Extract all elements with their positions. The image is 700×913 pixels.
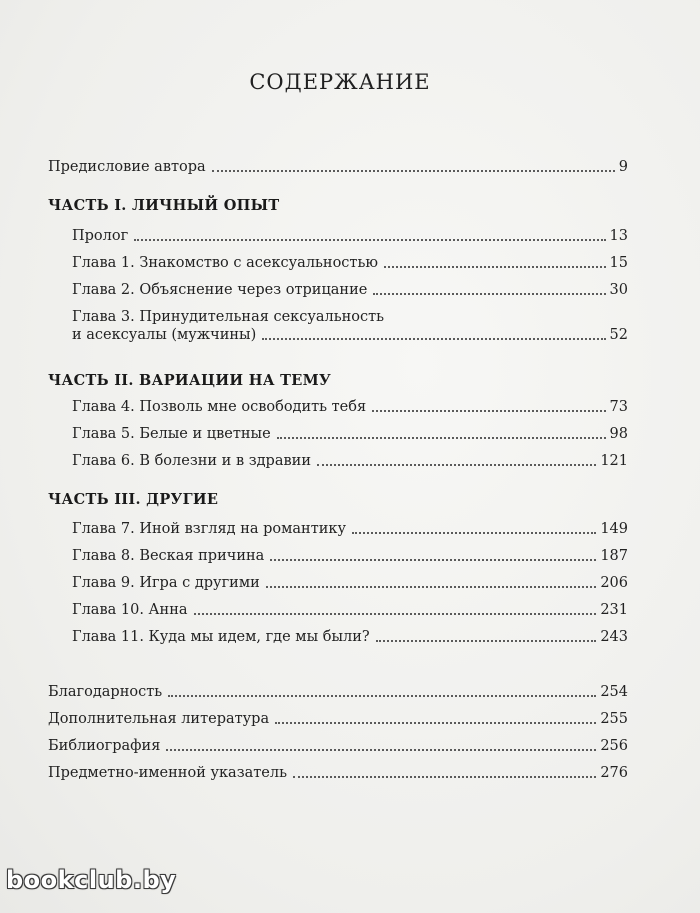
dot-leader xyxy=(166,748,596,751)
toc-entry-preface xyxy=(48,158,628,176)
toc-entry-chapter-3 xyxy=(72,308,628,344)
toc-entry-index xyxy=(48,764,628,782)
dot-leader xyxy=(194,612,597,615)
toc-label-continued: и асексуалы (мужчины) xyxy=(72,327,257,343)
toc-page-number: 256 xyxy=(600,738,628,754)
toc-entry-chapter-3-continuation xyxy=(72,326,628,344)
dot-leader xyxy=(262,337,605,340)
toc-page-number: 276 xyxy=(600,765,628,781)
toc-page-number: 255 xyxy=(600,711,628,727)
toc-label: Глава 6. В болезни и в здравии xyxy=(72,453,311,469)
toc-entry-chapter-11 xyxy=(72,628,628,646)
toc-page-number: 206 xyxy=(600,575,628,591)
toc-entry-chapter-5 xyxy=(72,425,628,443)
toc-label: Глава 1. Знакомство с асексуальностью xyxy=(72,255,378,271)
toc-entry-chapter-9 xyxy=(72,574,628,592)
dot-leader xyxy=(266,585,597,588)
toc-label: Глава 11. Куда мы идем, где мы были? xyxy=(72,629,370,645)
toc-label: Глава 2. Объяснение через отрицание xyxy=(72,282,368,298)
toc-page-number: 15 xyxy=(609,255,628,271)
page-title: СОДЕРЖАНИЕ xyxy=(249,70,431,94)
toc-label: Глава 10. Анна xyxy=(72,602,188,618)
toc-label: Предметно-именной указатель xyxy=(48,765,287,781)
toc-label: Библиография xyxy=(48,738,161,754)
toc-entry-chapter-1 xyxy=(72,254,628,272)
site-watermark: bookclub.by xyxy=(6,866,177,894)
toc-page-number: 254 xyxy=(600,684,628,700)
toc-page-number: 52 xyxy=(609,327,628,343)
toc-page-number: 187 xyxy=(600,548,628,564)
toc-entry-bibliography xyxy=(48,737,628,755)
toc-entry-prologue xyxy=(72,227,628,245)
toc-entry-chapter-4 xyxy=(72,398,628,416)
dot-leader xyxy=(352,531,596,534)
toc-entry-chapter-2 xyxy=(72,281,628,299)
dot-leader xyxy=(212,169,615,172)
toc-page-number: 9 xyxy=(618,159,628,175)
toc-page-number: 13 xyxy=(609,228,628,244)
toc-label: Глава 4. Позволь мне освободить тебя xyxy=(72,399,367,415)
toc-page-number: 121 xyxy=(600,453,628,469)
toc-page-number: 243 xyxy=(600,629,628,645)
toc-entry-chapter-8 xyxy=(72,547,628,565)
toc-page-number: 73 xyxy=(609,399,628,415)
toc-label: Глава 7. Иной взгляд на романтику xyxy=(72,521,346,537)
toc-label: Глава 9. Игра с другими xyxy=(72,575,260,591)
toc-label: Благодарность xyxy=(48,684,163,700)
toc-page-number: 231 xyxy=(600,602,628,618)
dot-leader xyxy=(373,292,605,295)
toc-label: Глава 8. Веская причина xyxy=(72,548,265,564)
dot-leader xyxy=(270,558,596,561)
dot-leader xyxy=(376,639,597,642)
toc-page-number: 98 xyxy=(609,426,628,442)
toc-label: Пролог xyxy=(72,228,129,244)
dot-leader xyxy=(275,721,596,724)
dot-leader xyxy=(372,409,605,412)
toc-entry-chapter-10 xyxy=(72,601,628,619)
dot-leader xyxy=(293,775,596,778)
dot-leader xyxy=(277,436,606,439)
toc-label: Предисловие автора xyxy=(48,159,206,175)
toc-label: Глава 5. Белые и цветные xyxy=(72,426,271,442)
dot-leader xyxy=(168,694,596,697)
toc-entry-further-reading xyxy=(48,710,628,728)
part-heading-2: ЧАСТЬ II. ВАРИАЦИИ НА ТЕМУ xyxy=(48,372,332,389)
toc-label: Глава 3. Принудительная сексуальность xyxy=(72,309,385,325)
toc-page-number: 30 xyxy=(609,282,628,298)
toc-entry-acknowledgements xyxy=(48,683,628,701)
dot-leader xyxy=(134,238,605,241)
toc-label: Дополнительная литература xyxy=(48,711,270,727)
toc-page-number: 149 xyxy=(600,521,628,537)
part-heading-1: ЧАСТЬ I. ЛИЧНЫЙ ОПЫТ xyxy=(48,197,280,214)
toc-entry-chapter-6 xyxy=(72,452,628,470)
part-heading-3: ЧАСТЬ III. ДРУГИЕ xyxy=(48,491,219,508)
toc-entry-chapter-7 xyxy=(72,520,628,538)
dot-leader xyxy=(317,463,596,466)
dot-leader xyxy=(384,265,606,268)
